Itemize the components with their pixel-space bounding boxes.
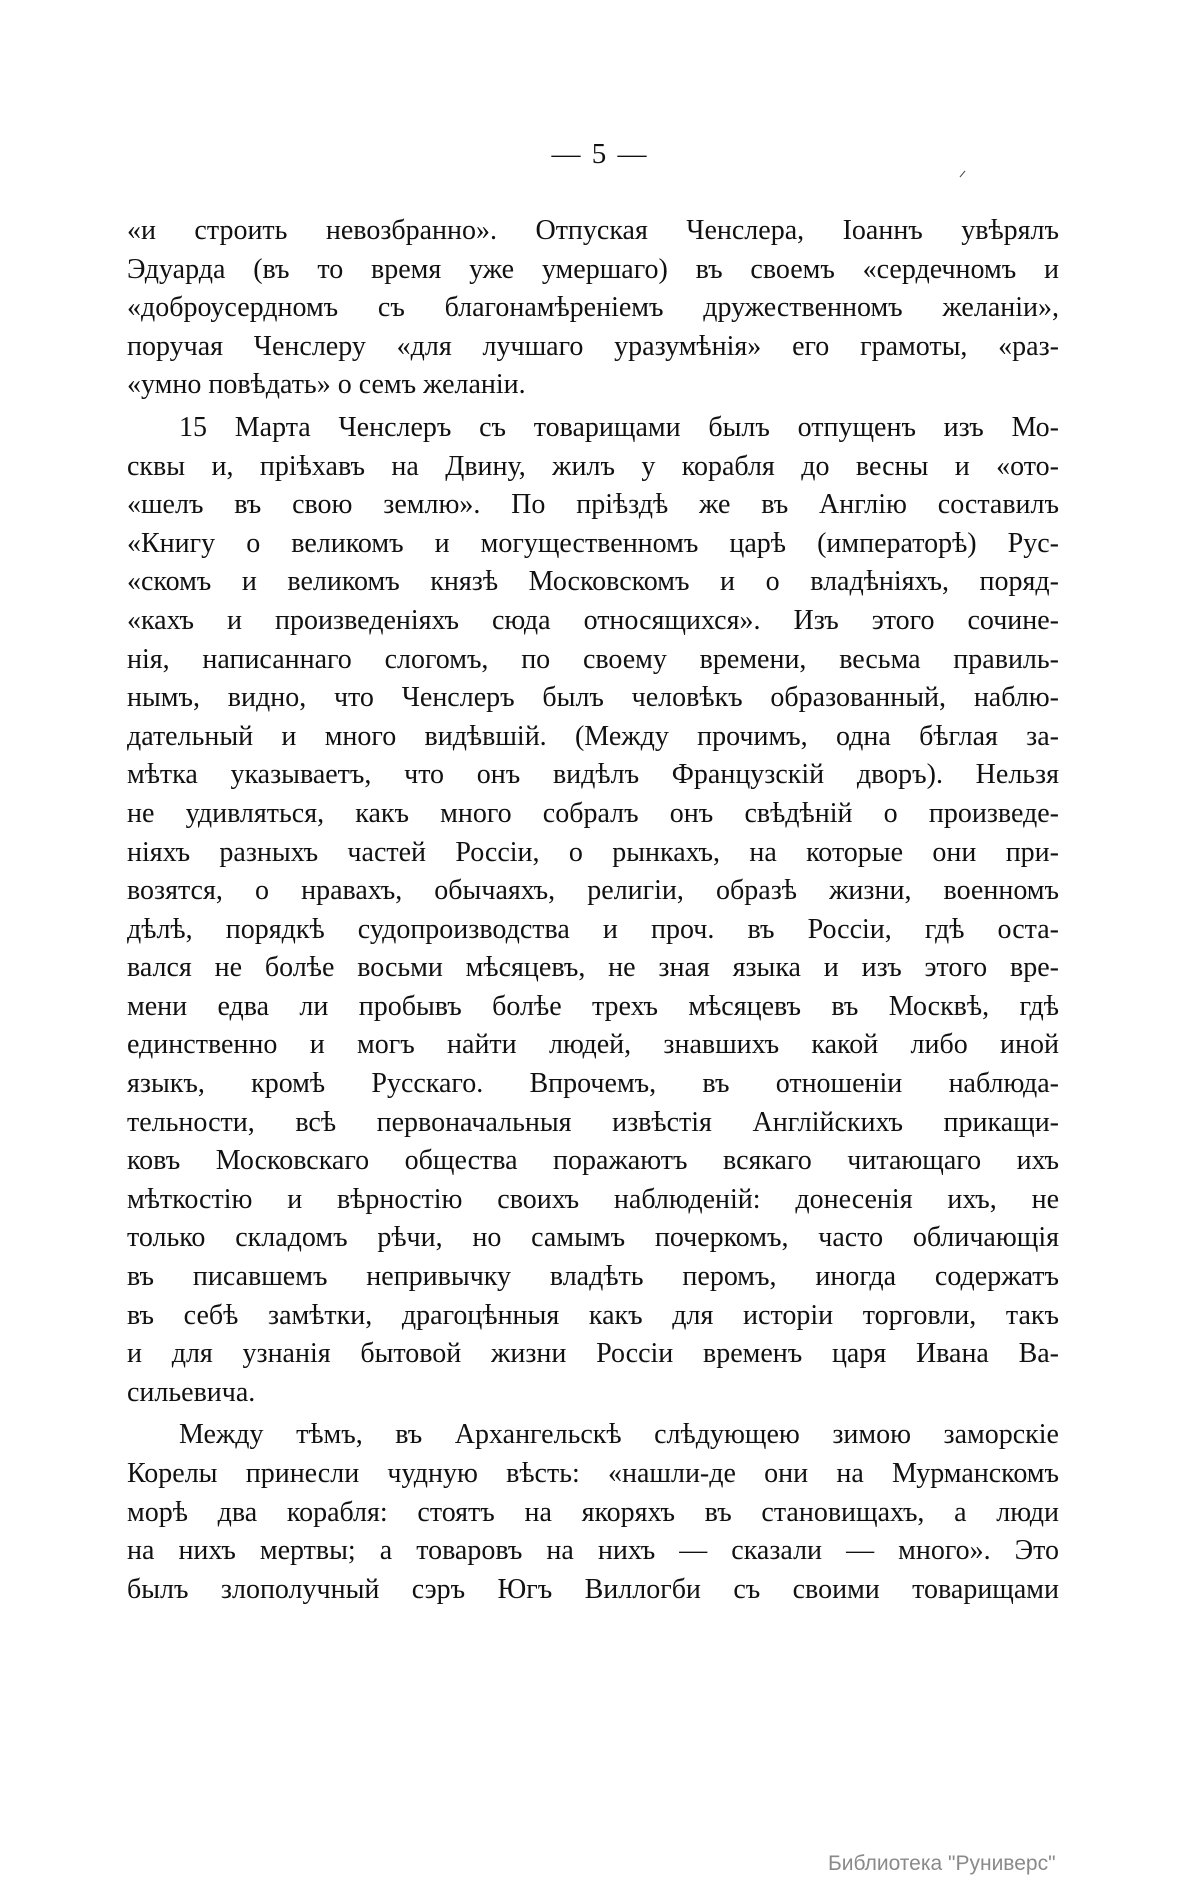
text-line: ніяхъ разныхъ частей Россіи, о рынкахъ, на которые они при-	[127, 836, 1059, 868]
text-line: въ себѣ замѣтки, драгоцѣнныя какъ для исторіи торговли, такъ	[127, 1299, 1059, 1331]
scan-mark	[960, 171, 966, 178]
text-line: мѣткостію и вѣрностію своихъ наблюденій: донесенія ихъ, не	[127, 1183, 1059, 1215]
text-line: «умно повѣдать» о семъ желаніи.	[127, 369, 526, 401]
text-line: Корелы принесли чудную вѣсть: «нашли-де они на Мурманскомъ	[127, 1458, 1059, 1489]
page-number: — 5 —	[551, 138, 649, 170]
text-line: тельности, всѣ первоначальныя извѣстія Англійскихъ прикащи-	[127, 1106, 1059, 1138]
text-line: дательный и много видѣвшій. (Между прочимъ, одна бѣглая за-	[127, 720, 1059, 752]
paragraph	[127, 409, 1059, 1412]
text-line: поручая Ченслеру «для лучшаго уразумѣнія» его грамоты, «раз-	[127, 330, 1059, 362]
text-line: «и строить невозбранно». Отпуская Ченслера, Іоаннъ увѣрялъ	[127, 215, 1059, 246]
paragraph	[127, 212, 1059, 405]
text-line: ковъ Московскаго общества поражаютъ всякаго читающаго ихъ	[127, 1145, 1059, 1177]
library-watermark: Библиотека "Руниверс"	[828, 1852, 1056, 1875]
text-line: морѣ два корабля: стоятъ на якоряхъ въ становищахъ, а люди	[127, 1496, 1059, 1528]
text-line: мени едва ли пробывъ болѣе трехъ мѣсяцевъ въ Москвѣ, гдѣ	[127, 990, 1059, 1022]
text-line: языкъ, кромѣ Русскаго. Впрочемъ, въ отношеніи наблюда-	[127, 1068, 1059, 1100]
text-line: вался не болѣе восьми мѣсяцевъ, не зная языка и изъ этого вре-	[127, 952, 1059, 984]
text-line: «доброусердномъ съ благонамѣреніемъ дружественномъ желаніи»,	[127, 292, 1059, 324]
text-line: 15 Марта Ченслеръ съ товарищами былъ отпущенъ изъ Мо-	[179, 411, 1059, 443]
text-line: Эдуарда (въ то время уже умершаго) въ своемъ «сердечномъ и	[127, 253, 1059, 285]
text-line: сильевича.	[127, 1376, 256, 1408]
text-line: «скомъ и великомъ князѣ Московскомъ и о владѣніяхъ, поряд-	[127, 566, 1059, 598]
text-line: и для узнанія бытовой жизни Россіи временъ царя Ивана Ва-	[127, 1338, 1059, 1370]
text-line: единственно и могъ найти людей, знавшихъ какой либо иной	[127, 1029, 1059, 1061]
text-line: мѣтка указываетъ, что онъ видѣлъ Французскій дворъ). Нельзя	[127, 759, 1059, 791]
text-line: «Книгу о великомъ и могущественномъ царѣ (императорѣ) Рус-	[127, 527, 1059, 559]
text-line: Между тѣмъ, въ Архангельскѣ слѣдующею зимою заморскіе	[179, 1419, 1059, 1451]
text-line: дѣлѣ, порядкѣ судопроизводства и проч. въ Россіи, гдѣ оста-	[127, 913, 1059, 945]
text-line: въ писавшемъ непривычку владѣть перомъ, иногда содержатъ	[127, 1261, 1059, 1293]
text-line: нія, написаннаго слогомъ, по своему времени, весьма правиль-	[127, 643, 1059, 675]
body-text	[127, 212, 1059, 1613]
text-line: нымъ, видно, что Ченслеръ былъ человѣкъ образованный, наблю-	[127, 682, 1059, 714]
text-line: «шелъ въ свою землю». По пріѣздѣ же въ Англію составилъ	[127, 489, 1059, 521]
text-line: на нихъ мертвы; а товаровъ на нихъ — сказали — много». Это	[127, 1535, 1059, 1567]
text-line: не удивляться, какъ много собралъ онъ свѣдѣній о произведе-	[127, 797, 1059, 829]
text-line: возятся, о нравахъ, обычаяхъ, религіи, образѣ жизни, военномъ	[127, 875, 1059, 907]
paragraph	[127, 1416, 1059, 1609]
text-line: сквы и, пріѣхавъ на Двину, жилъ у корабля до весны и «ото-	[127, 450, 1059, 482]
text-line: «кахъ и произведеніяхъ сюда относящихся». Изъ этого сочине-	[127, 604, 1059, 636]
text-line: только складомъ рѣчи, но самымъ почеркомъ, часто обличающія	[127, 1222, 1059, 1254]
text-line: былъ злополучный сэръ Югъ Виллогби съ своими товарищами	[127, 1573, 1059, 1605]
